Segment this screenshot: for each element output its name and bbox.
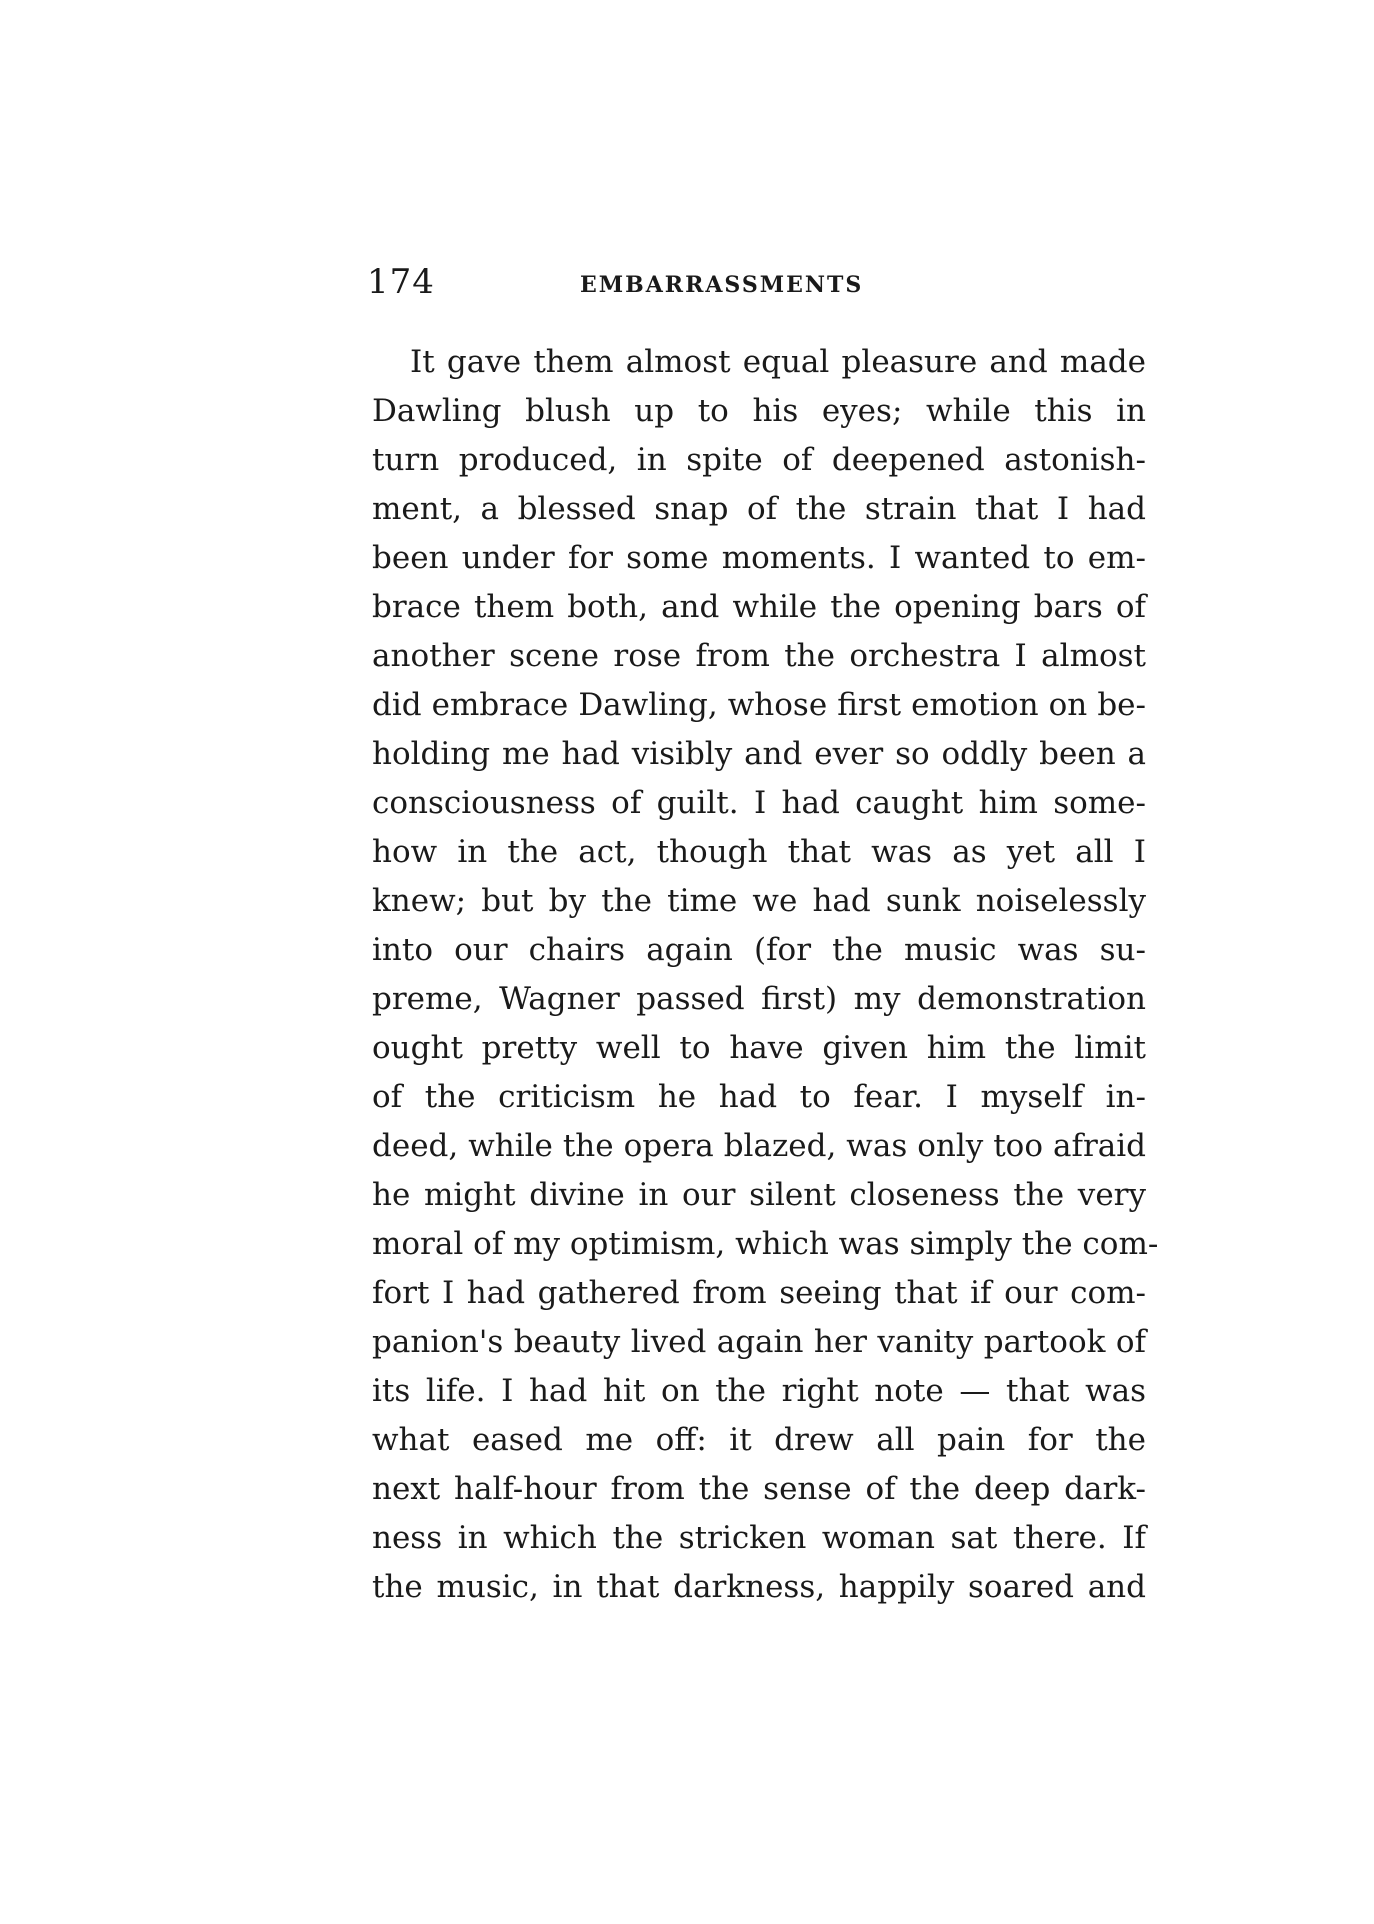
- text-line: preme, Wagner passed first) my demonstration: [372, 981, 1146, 1017]
- text-line: turn produced, in spite of deepened astonish-: [372, 442, 1146, 478]
- text-line: ness in which the stricken woman sat there. If: [372, 1520, 1146, 1556]
- text-line: another scene rose from the orchestra I almost: [372, 638, 1146, 674]
- text-line: panion's beauty lived again her vanity partook of: [372, 1324, 1146, 1360]
- text-line: ment, a blessed snap of the strain that I had: [372, 491, 1146, 527]
- text-line: holding me had visibly and ever so oddly been a: [372, 736, 1146, 772]
- text-line: ought pretty well to have given him the limit: [372, 1030, 1146, 1066]
- text-line: knew; but by the time we had sunk noiselessly: [372, 883, 1146, 919]
- text-line: of the criticism he had to fear. I myself in-: [372, 1079, 1146, 1115]
- text-line: what eased me off: it drew all pain for the: [372, 1422, 1146, 1458]
- text-line: its life. I had hit on the right note — that was: [372, 1373, 1146, 1409]
- text-line: the music, in that darkness, happily soared and: [372, 1569, 1146, 1605]
- running-title: EMBARRASSMENTS: [580, 272, 864, 298]
- text-line: It gave them almost equal pleasure and made: [410, 344, 1146, 380]
- text-line: deed, while the opera blazed, was only too afraid: [372, 1128, 1146, 1164]
- text-line: fort I had gathered from seeing that if our com-: [372, 1275, 1146, 1311]
- body-text: [372, 338, 1159, 1612]
- text-line: consciousness of guilt. I had caught him some-: [372, 785, 1146, 821]
- text-line: next half-hour from the sense of the deep dark-: [372, 1471, 1146, 1507]
- text-line: did embrace Dawling, whose first emotion on be-: [372, 687, 1146, 723]
- text-line: how in the act, though that was as yet all I: [372, 834, 1146, 870]
- page-number: 174: [367, 262, 435, 302]
- text-line: Dawling blush up to his eyes; while this in: [372, 393, 1146, 429]
- text-line: into our chairs again (for the music was su-: [372, 932, 1146, 968]
- text-line: been under for some moments. I wanted to em-: [372, 540, 1146, 576]
- text-line: brace them both, and while the opening bars of: [372, 589, 1146, 625]
- text-line: moral of my optimism, which was simply the com-: [372, 1226, 1159, 1262]
- text-line: he might divine in our silent closeness the very: [372, 1177, 1146, 1213]
